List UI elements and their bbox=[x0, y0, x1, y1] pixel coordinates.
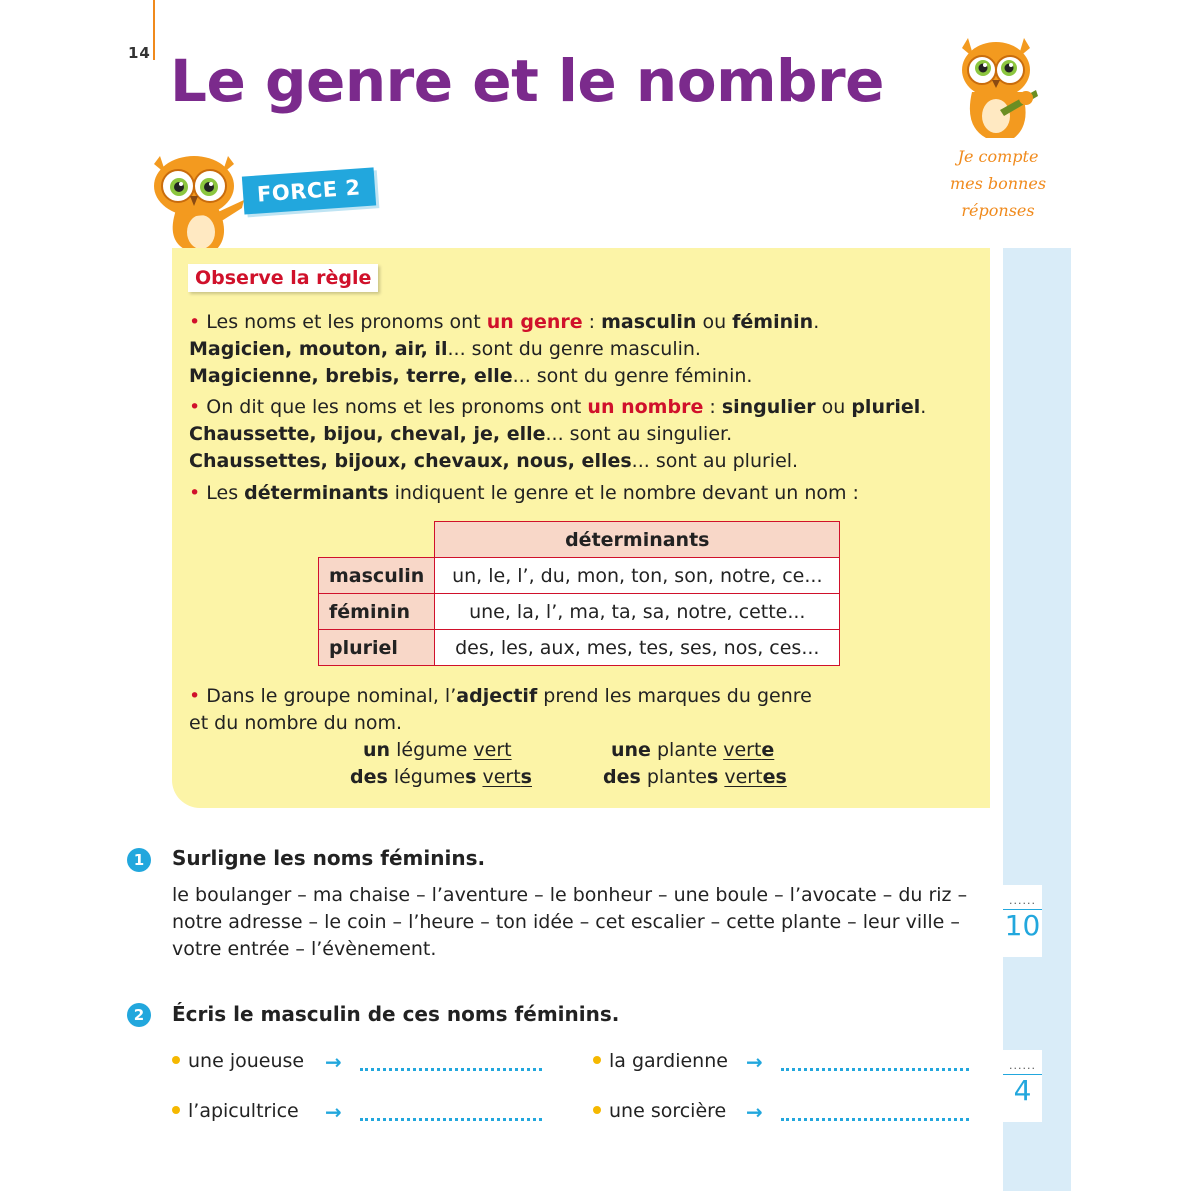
arrow-right-icon: → bbox=[325, 1050, 342, 1074]
noun: légume bbox=[390, 739, 474, 761]
score-dots: ...... bbox=[1009, 1059, 1036, 1072]
example-words: Chaussette, bijou, cheval, je, elle bbox=[189, 423, 546, 445]
table-row bbox=[319, 594, 840, 630]
adjective bbox=[724, 766, 786, 788]
text: Les bbox=[206, 482, 245, 504]
row-label: féminin bbox=[319, 594, 435, 630]
text: prend les marques du genre bbox=[537, 685, 812, 707]
text: ou bbox=[696, 311, 733, 333]
example-words: Magicien, mouton, air, il bbox=[189, 338, 448, 360]
exercise-item bbox=[593, 1100, 726, 1122]
exercise-number: 2 bbox=[127, 1003, 151, 1027]
item-label: une joueuse bbox=[188, 1050, 305, 1072]
score-dots: ...... bbox=[1009, 894, 1036, 907]
example-masculin-singulier bbox=[363, 737, 512, 764]
keyword: un nombre bbox=[587, 396, 704, 418]
answer-field[interactable] bbox=[781, 1118, 969, 1121]
rule-adjectif-line bbox=[189, 683, 812, 710]
score-caption bbox=[932, 143, 1064, 224]
bullet-dot bbox=[172, 1056, 180, 1064]
arrow-right-icon: → bbox=[746, 1050, 763, 1074]
item-label: une sorcière bbox=[609, 1100, 727, 1122]
text: . bbox=[920, 396, 927, 418]
example-feminin-singulier bbox=[611, 737, 774, 764]
rule-nombre-example bbox=[189, 448, 798, 475]
score-box[interactable] bbox=[1003, 1050, 1042, 1122]
determinant: des bbox=[603, 766, 641, 788]
rule-label: Observe la règle bbox=[188, 264, 378, 292]
keyword: pluriel bbox=[851, 396, 921, 418]
noun-ending: s bbox=[465, 766, 477, 788]
bullet: • bbox=[189, 482, 201, 504]
table-header: déterminants bbox=[435, 522, 840, 558]
adjective-stem: vert bbox=[482, 766, 521, 788]
text: Les noms et les pronoms ont bbox=[206, 311, 487, 333]
rule-determinants-line bbox=[189, 480, 859, 507]
noun: légume bbox=[387, 766, 466, 788]
text: : bbox=[582, 311, 602, 333]
table-corner bbox=[319, 522, 435, 558]
keyword: singulier bbox=[721, 396, 816, 418]
row-value: des, les, aux, mes, tes, ses, nos, ces... bbox=[435, 630, 840, 666]
example-masculin-pluriel bbox=[350, 764, 532, 791]
determinant: une bbox=[611, 739, 651, 761]
noun: plante bbox=[650, 739, 724, 761]
exercise-item bbox=[172, 1100, 299, 1122]
keyword: masculin bbox=[601, 311, 697, 333]
keyword: adjectif bbox=[456, 685, 538, 707]
rule-adjectif-line-2: et du nombre du nom. bbox=[189, 712, 403, 734]
rule-genre-line bbox=[189, 309, 819, 336]
page-title: Le genre et le nombre bbox=[170, 47, 884, 115]
bullet: • bbox=[189, 685, 201, 707]
text: : bbox=[703, 396, 722, 418]
arrow-right-icon: → bbox=[325, 1100, 342, 1124]
margin-line bbox=[153, 0, 155, 60]
text: ... sont au singulier. bbox=[545, 423, 733, 445]
page-number: 14 bbox=[128, 44, 151, 62]
exercise-line[interactable]: le boulanger – ma chaise – l’aventure – le bonheur – une boule – l’avocate – du riz – bbox=[172, 884, 968, 906]
bullet-dot bbox=[593, 1106, 601, 1114]
row-value: un, le, l’, du, mon, ton, son, notre, ce... bbox=[435, 558, 840, 594]
example-feminin-pluriel bbox=[603, 764, 787, 791]
table-row bbox=[319, 558, 840, 594]
keyword: féminin bbox=[732, 311, 814, 333]
force-badge: FORCE 2 bbox=[242, 167, 376, 214]
noun: plante bbox=[640, 766, 707, 788]
text: . bbox=[813, 311, 820, 333]
exercise-item bbox=[593, 1050, 728, 1072]
score-total: 10 bbox=[1004, 909, 1041, 942]
score-caption-line: Je compte bbox=[957, 147, 1039, 166]
score-caption-line: mes bonnes bbox=[949, 174, 1047, 193]
bullet: • bbox=[189, 311, 201, 333]
rule-nombre-example bbox=[189, 421, 732, 448]
text: indiquent le genre et le nombre devant un nom : bbox=[388, 482, 859, 504]
bullet-dot bbox=[172, 1106, 180, 1114]
determinants-table bbox=[318, 521, 840, 666]
text: ou bbox=[815, 396, 852, 418]
example-words: Chaussettes, bijoux, chevaux, nous, elles bbox=[189, 450, 632, 472]
owl-with-pencil-icon bbox=[956, 36, 1040, 144]
row-label: masculin bbox=[319, 558, 435, 594]
text: ... sont du genre masculin. bbox=[447, 338, 701, 360]
rule-genre-example bbox=[189, 363, 752, 390]
exercise-number: 1 bbox=[127, 848, 151, 872]
score-caption-line: réponses bbox=[961, 201, 1035, 220]
bullet: • bbox=[189, 396, 201, 418]
noun-ending: s bbox=[707, 766, 719, 788]
exercise-line[interactable]: votre entrée – l’évènement. bbox=[172, 938, 437, 960]
adjective bbox=[723, 739, 774, 761]
row-value: une, la, l’, ma, ta, sa, notre, cette... bbox=[435, 594, 840, 630]
text: ... sont au pluriel. bbox=[631, 450, 799, 472]
adjective-stem: vert bbox=[723, 739, 762, 761]
adjective-ending: e bbox=[761, 739, 775, 761]
score-box[interactable] bbox=[1003, 885, 1042, 957]
score-total: 4 bbox=[1013, 1074, 1032, 1107]
text: ... sont du genre féminin. bbox=[512, 365, 753, 387]
text: Dans le groupe nominal, l’ bbox=[206, 685, 457, 707]
answer-field[interactable] bbox=[360, 1118, 542, 1121]
keyword: déterminants bbox=[244, 482, 389, 504]
arrow-right-icon: → bbox=[746, 1100, 763, 1124]
exercise-line[interactable]: notre adresse – le coin – l’heure – ton idée – cet escalier – cette plante – leur ville – bbox=[172, 911, 960, 933]
table-row bbox=[319, 630, 840, 666]
owl-icon bbox=[146, 150, 246, 260]
adjective-ending: s bbox=[520, 766, 532, 788]
determinant: un bbox=[363, 739, 391, 761]
example-words: Magicienne, brebis, terre, elle bbox=[189, 365, 513, 387]
table-header-row bbox=[319, 522, 840, 558]
exercise-title: Écris le masculin de ces noms féminins. bbox=[172, 1002, 620, 1026]
row-label: pluriel bbox=[319, 630, 435, 666]
item-label: l’apicultrice bbox=[188, 1100, 299, 1122]
text: On dit que les noms et les pronoms ont bbox=[206, 396, 588, 418]
determinant: des bbox=[350, 766, 388, 788]
answer-field[interactable] bbox=[781, 1068, 969, 1071]
adjective-stem: vert bbox=[724, 766, 763, 788]
rule-nombre-line bbox=[189, 394, 926, 421]
bullet-dot bbox=[593, 1056, 601, 1064]
adjective bbox=[482, 766, 532, 788]
adjective: vert bbox=[473, 739, 512, 761]
rule-genre-example bbox=[189, 336, 701, 363]
exercise-item bbox=[172, 1050, 304, 1072]
item-label: la gardienne bbox=[609, 1050, 728, 1072]
exercise-title: Surligne les noms féminins. bbox=[172, 846, 486, 870]
answer-field[interactable] bbox=[360, 1068, 542, 1071]
keyword: un genre bbox=[486, 311, 583, 333]
adjective-ending: es bbox=[762, 766, 787, 788]
